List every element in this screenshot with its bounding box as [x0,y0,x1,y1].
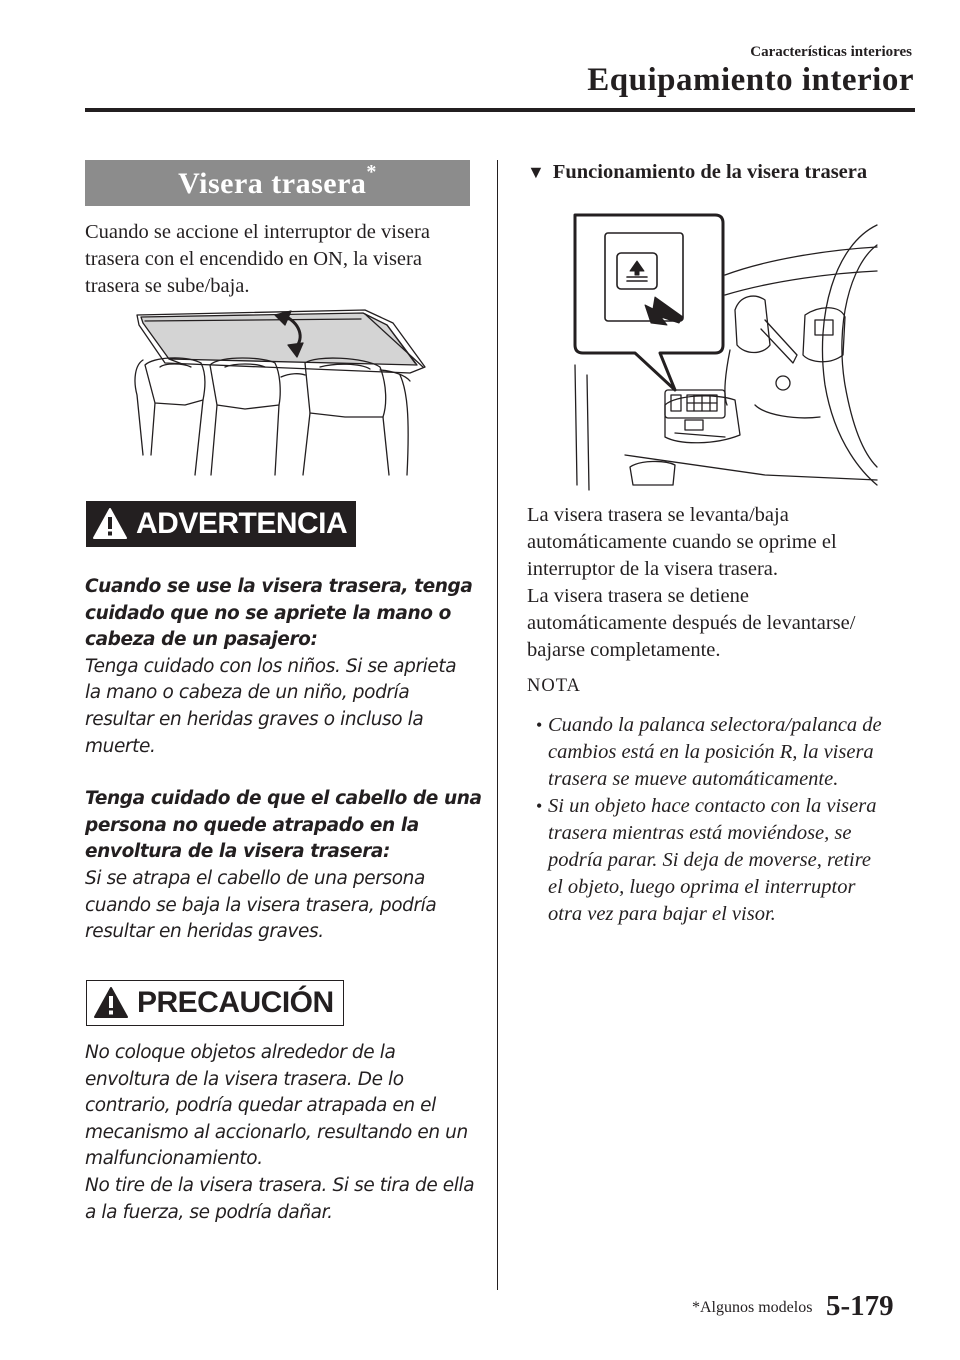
operation-line: automáticamente cuando se oprime el [527,531,837,553]
intro-line: trasera se sube/baja. [85,275,250,297]
subsection-heading [527,161,927,184]
note-line: trasera mientras está moviéndose, se [548,822,852,844]
note-line: podría parar. Si deja de moverse, retire [548,849,872,871]
warning-text-line: cuando se baja la visera trasera, podría [85,894,437,916]
caution-badge [86,980,344,1026]
operation-line: automáticamente después de levantarse/ [527,612,856,634]
caution-text-line: envoltura de la visera trasera. De lo [85,1068,404,1090]
section-title: Equipamiento interior [587,62,914,98]
warning-heading-line: persona no quede atrapado en la [85,814,419,836]
caution-icon [93,986,129,1020]
chapter-title: Características interiores [750,44,912,60]
warning-icon [92,507,128,541]
intro-paragraph [85,219,480,300]
warning-text-line: resultar en heridas graves o incluso la [85,708,424,730]
warning-text-line: muerte. [85,735,156,757]
warning-heading-line: cabeza de un pasajero: [85,629,318,651]
page-number: 5-179 [826,1290,894,1322]
column-divider [497,160,498,1290]
caution-text-line: a la fuerza, se podría dañar. [85,1201,333,1223]
warning-text-line: Si se atrapa el cabello de una persona [85,867,425,889]
caution-text-line: mecanismo al accionarlo, resultando en un [85,1121,468,1143]
topic-title-text: Visera trasera [178,167,367,200]
footnote: *Algunos modelos [692,1299,813,1316]
optional-marker: * [366,161,377,183]
note-line: Cuando la palanca selectora/palanca de [548,714,882,736]
warning-text-line: Tenga cuidado con los niños. Si se aprieta [85,655,457,677]
warning-heading-line: Cuando se use la visera trasera, tenga [85,576,473,597]
subsection-heading-text: Funcionamiento de la visera trasera [552,161,868,183]
caution-text-line: No tire de la visera trasera. Si se tira de ella [85,1174,475,1196]
note-label: NOTA [527,676,581,696]
note-line: el objeto, luego oprima el interruptor [548,876,856,898]
note-line: trasera se mueve automáticamente. [548,768,839,790]
note-line: otra vez para bajar el visor. [548,903,776,925]
warning-text-line: resultar en heridas graves. [85,921,324,943]
warning-text-line: la mano o cabeza de un niño, podría [85,682,410,704]
operation-line: interruptor de la visera trasera. [527,558,779,580]
warning-body [85,574,485,946]
warning-heading-line: envoltura de la visera trasera: [85,841,391,863]
bullet-icon: • [536,796,543,816]
intro-line: Cuando se accione el interruptor de visera [85,221,430,243]
caution-body [85,1040,490,1226]
warning-heading-line: Tenga cuidado de que el cabello de una [85,788,482,810]
rear-sunshade-illustration [125,305,435,480]
operation-line: bajarse completamente. [527,639,721,661]
operation-paragraph [527,502,927,664]
warning-label: ADVERTENCIA [136,507,348,540]
header-rule [85,108,915,112]
caution-label: PRECAUCIÓN [137,986,334,1019]
operation-line: La visera trasera se levanta/baja [527,504,789,526]
topic-title [85,160,470,206]
note-line: Si un objeto hace contacto con la visera [548,795,877,817]
heading-marker: ▼ [527,162,545,182]
note-item [536,712,928,793]
warning-badge [86,501,356,547]
caution-text-line: contrario, podría quedar atrapada en el [85,1095,436,1117]
dashboard-switch-illustration [565,205,885,495]
operation-line: La visera trasera se detiene [527,585,749,607]
warning-heading-line: cuidado que no se apriete la mano o [85,602,451,624]
note-item [536,793,928,928]
caution-text-line: malfuncionamiento. [85,1148,263,1170]
note-line: cambios está en la posición R, la visera [548,741,874,763]
bullet-icon: • [536,715,543,735]
caution-text-line: No coloque objetos alrededor de la [85,1042,396,1063]
intro-line: trasera con el encendido en ON, la visera [85,248,422,270]
